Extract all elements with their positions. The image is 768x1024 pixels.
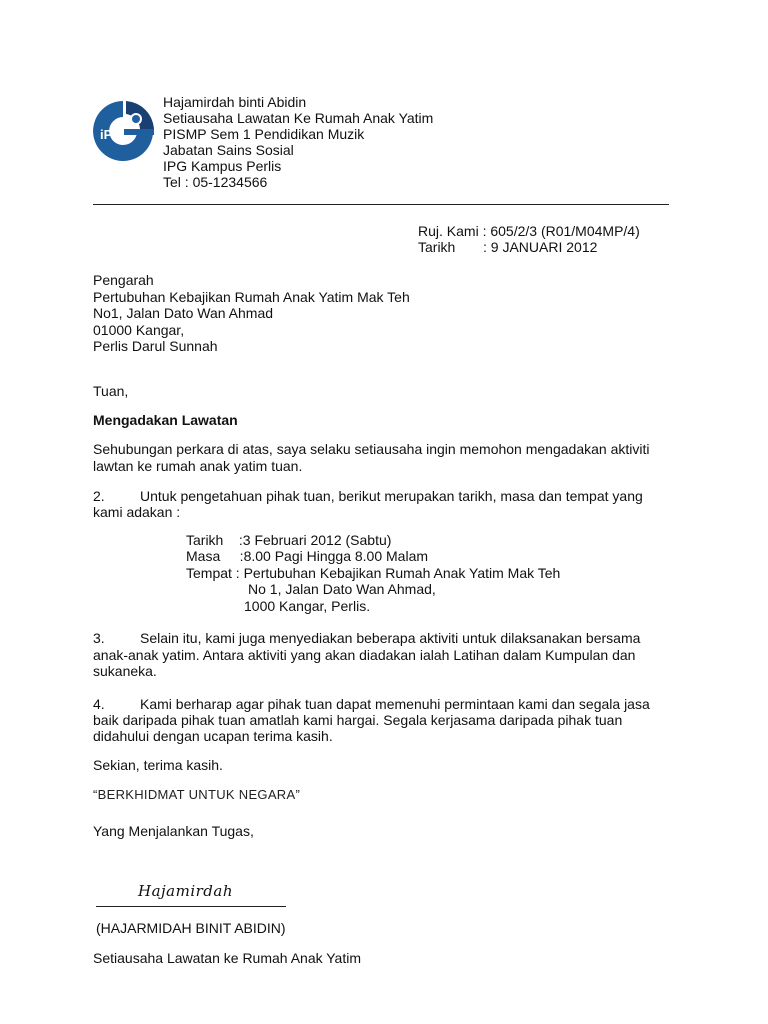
detail-address-1: No 1, Jalan Dato Wan Ahmad, <box>248 581 436 597</box>
recipient-title: Pengarah <box>93 272 154 288</box>
signature-line <box>96 906 286 907</box>
reference-date-label: Tarikh <box>418 239 456 255</box>
paragraph-2-line-1: Untuk pengetahuan pihak tuan, berikut merupakan tarikh, masa dan tempat yang <box>140 488 643 504</box>
detail-time: Masa :8.00 Pagi Hingga 8.00 Malam <box>186 548 429 564</box>
recipient-address-1: No1, Jalan Dato Wan Ahmad <box>93 305 274 321</box>
signatory-name: (HAJARMIDAH BINIT ABIDIN) <box>96 920 286 936</box>
paragraph-3-line-1: Selain itu, kami juga menyediakan beberapa aktiviti untuk dilaksanakan bersama <box>140 630 641 646</box>
sender-phone: Tel : 05-1234566 <box>163 174 268 190</box>
header-divider <box>93 204 669 205</box>
paragraph-4-line-1: Kami berharap agar pihak tuan dapat memenuhi permintaan kami dan segala jasa <box>140 696 650 712</box>
closing-yang: Yang Menjalankan Tugas, <box>93 823 254 839</box>
reference-number: Ruj. Kami : 605/2/3 (R01/M04MP/4) <box>418 223 640 239</box>
paragraph-3-number: 3. <box>93 630 105 646</box>
closing-thanks: Sekian, terima kasih. <box>93 757 223 773</box>
paragraph-3-line-3: sukaneka. <box>93 663 157 679</box>
recipient-address-2: 01000 Kangar, <box>93 321 185 338</box>
paragraph-2-line-2: kami adakan : <box>93 504 181 520</box>
sender-name: Hajamirdah binti Abidin <box>163 94 307 110</box>
signatory-title: Setiausaha Lawatan ke Rumah Anak Yatim <box>93 950 361 966</box>
logo-text: iPG <box>100 127 123 142</box>
paragraph-3-line-2: anak-anak yatim. Antara aktiviti yang akan diadakan ialah Latihan dalam Kumpulan dan <box>93 647 636 663</box>
sender-program: PISMP Sem 1 Pendidikan Muzik <box>163 126 365 142</box>
handwritten-signature: Hajamirdah <box>138 882 234 900</box>
paragraph-1-line-1: Sehubungan perkara di atas, saya selaku setiausaha ingin memohon mengadakan aktiviti <box>93 441 650 457</box>
sender-campus: IPG Kampus Perlis <box>163 158 282 174</box>
recipient-address-3: Perlis Darul Sunnah <box>93 338 218 354</box>
detail-date: Tarikh :3 Februari 2012 (Sabtu) <box>186 532 392 548</box>
paragraph-4-line-2: baik daripada pihak tuan amatlah kami hargai. Segala kerjasama daripada pihak tuan <box>93 712 623 728</box>
detail-address-2: 1000 Kangar, Perlis. <box>244 598 371 614</box>
detail-place: Tempat : Pertubuhan Kebajikan Rumah Anak Yatim Mak Teh <box>186 565 561 581</box>
recipient-organization: Pertubuhan Kebajikan Rumah Anak Yatim Mak Teh <box>93 288 410 305</box>
salutation: Tuan, <box>93 383 129 399</box>
paragraph-1-line-2: lawtan ke rumah anak yatim tuan. <box>93 458 303 474</box>
paragraph-2-number: 2. <box>93 488 105 504</box>
paragraph-4-line-3: didahului dengan ucapan terima kasih. <box>93 728 333 744</box>
paragraph-4-number: 4. <box>93 696 105 712</box>
sender-department: Jabatan Sains Sosial <box>163 142 294 158</box>
sender-position: Setiausaha Lawatan Ke Rumah Anak Yatim <box>163 110 434 126</box>
motto: “BERKHIDMAT UNTUK NEGARA” <box>93 787 301 802</box>
reference-date-value: : 9 JANUARI 2012 <box>483 239 598 255</box>
subject: Mengadakan Lawatan <box>93 412 238 428</box>
ipg-logo-icon <box>90 99 156 163</box>
